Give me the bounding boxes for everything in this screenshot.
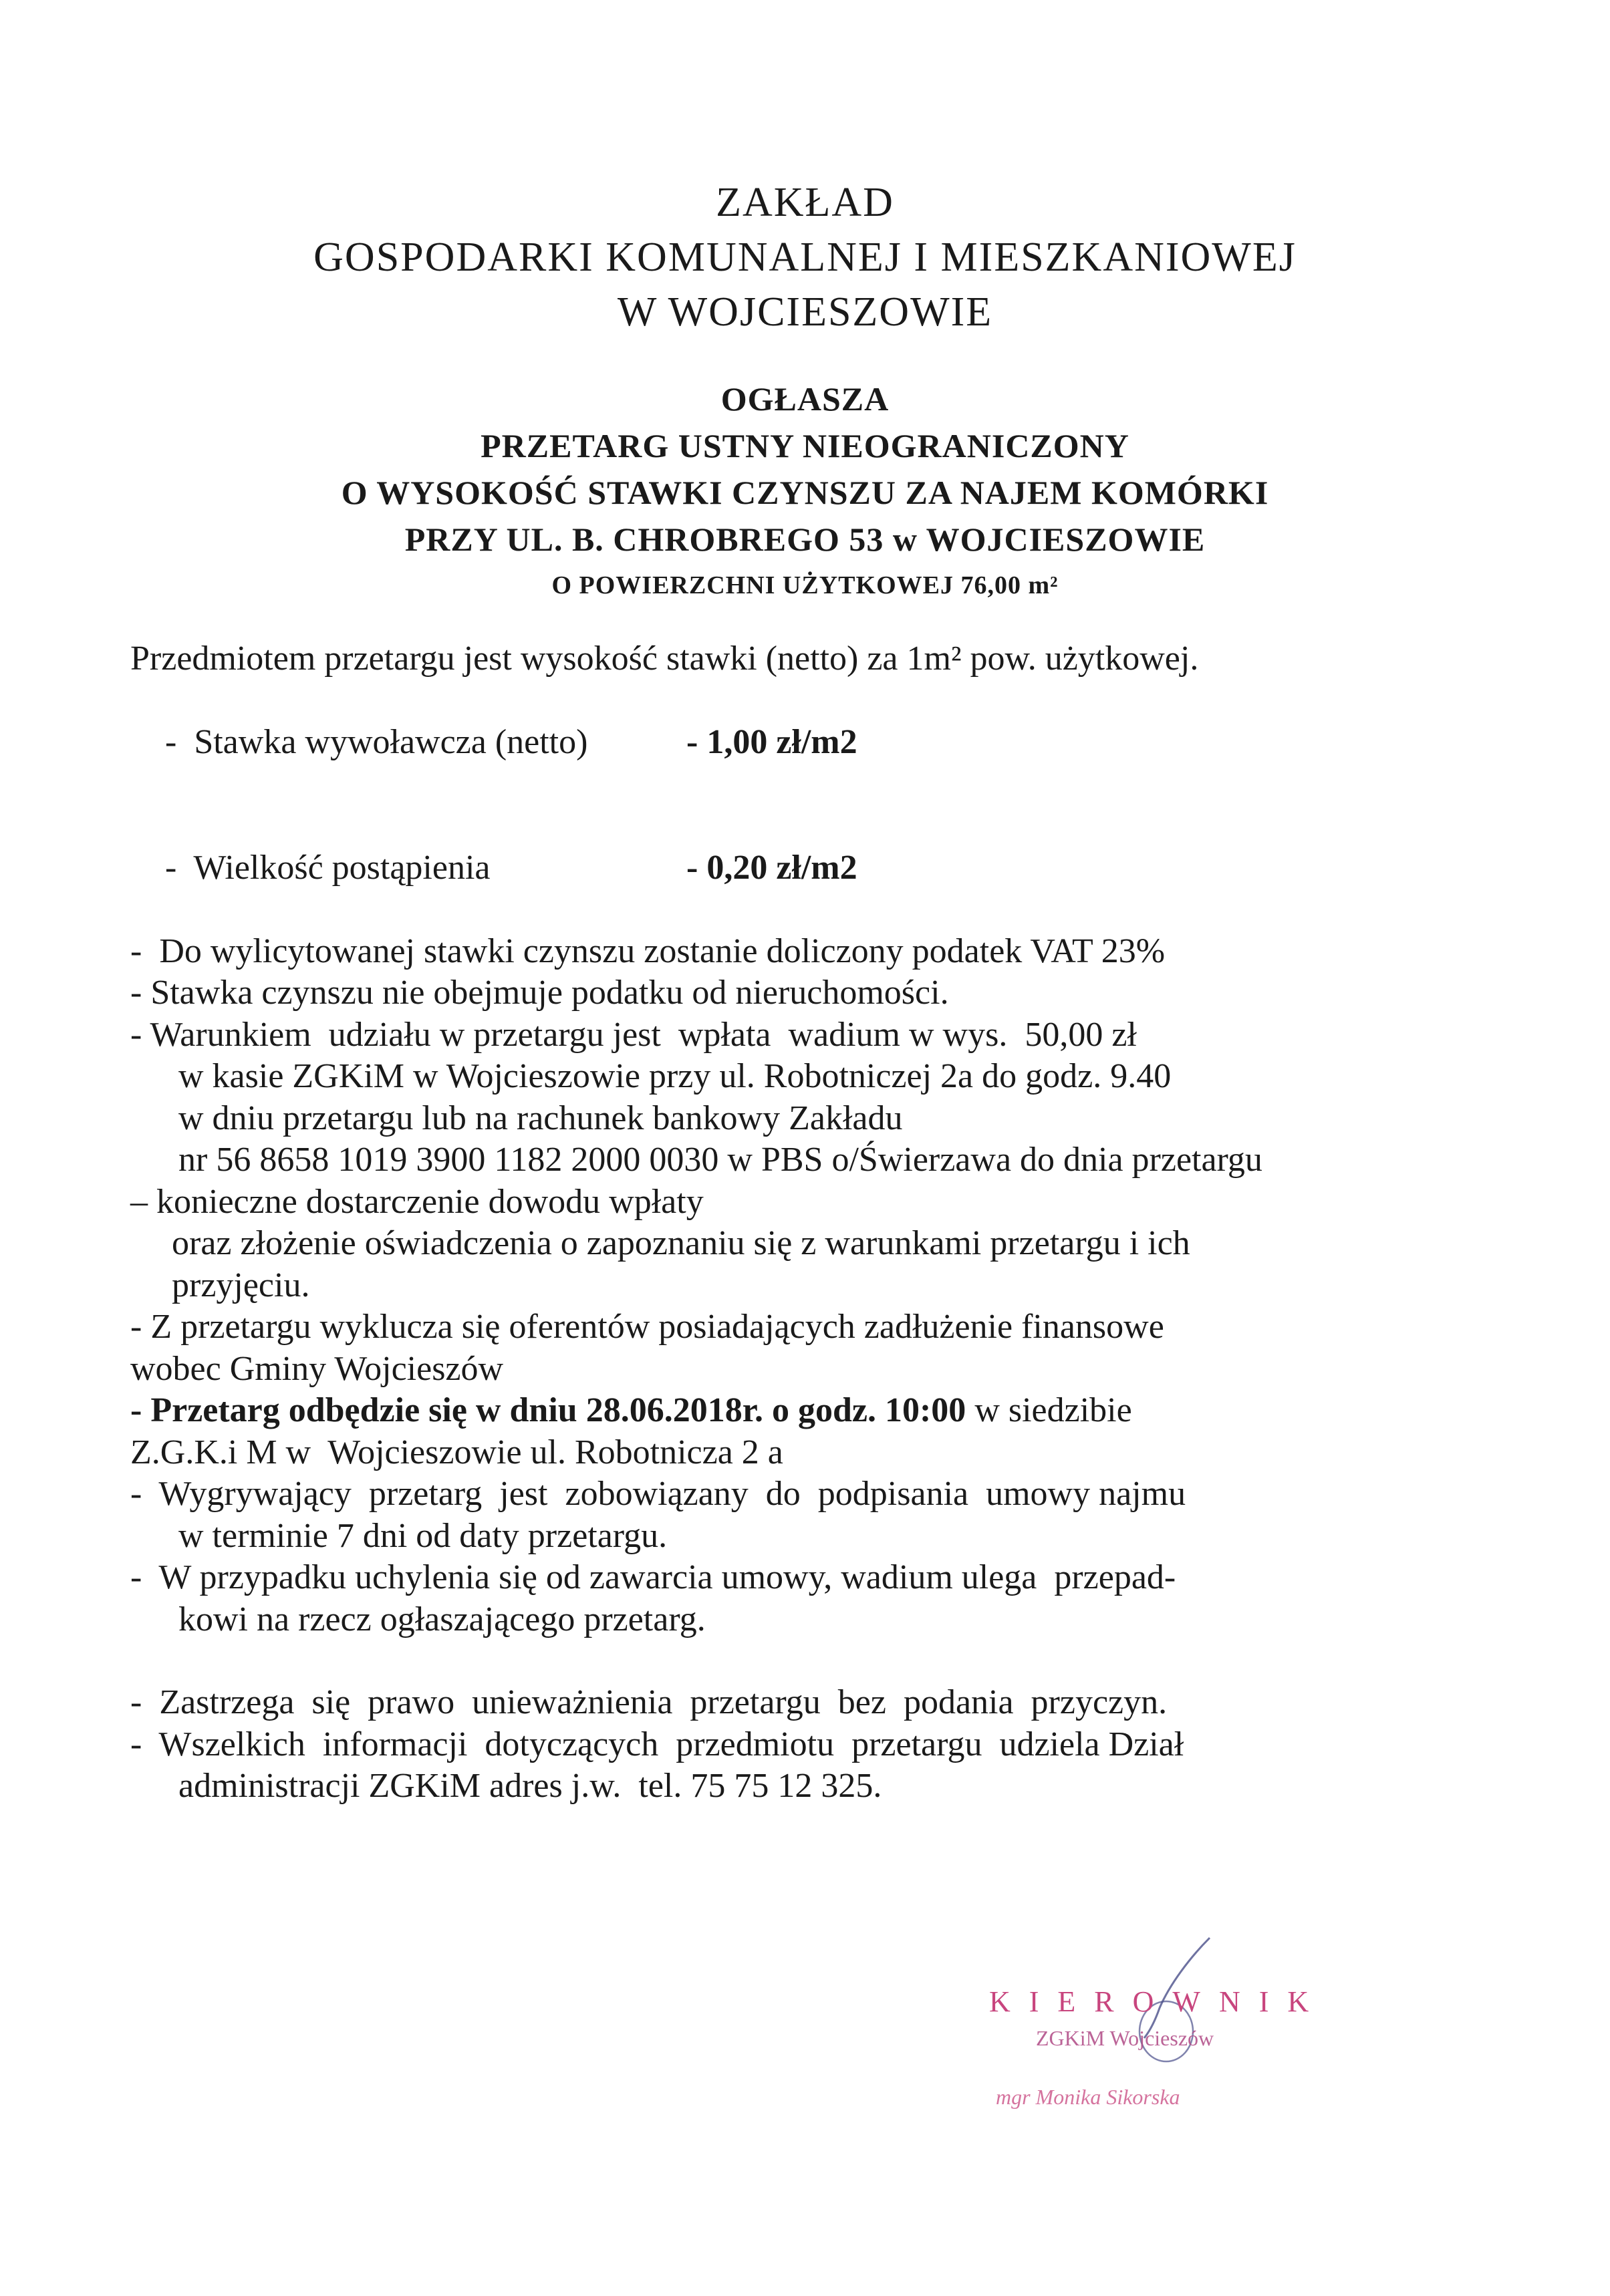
property-tax-text: - Stawka czynszu nie obejmuje podatku od nieruchomości.	[130, 974, 949, 1012]
starting-rate-value: - 1,00 zł/m2	[686, 723, 857, 761]
winner-line1: - Wygrywający przetarg jest zobowiązany do podpisania umowy najmu	[130, 1475, 1186, 1513]
announce-line1: OGŁASZA	[720, 380, 890, 418]
deposit-line4: nr 56 8658 1019 3900 1182 2000 0030 w PBS o/Świerzawa do dnia przetargu	[178, 1141, 1262, 1179]
deposit-line3: w dniu przetargu lub na rachunek bankowy Zakładu	[178, 1099, 903, 1137]
announce-line4: PRZY UL. B. CHROBREGO 53 w WOJCIESZOWIE	[404, 521, 1206, 558]
intro-text: Przedmiotem przetargu jest wysokość stawki (netto) za 1m² pow. użytkowej.	[130, 639, 1199, 678]
announce-line3: O WYSOKOŚĆ STAWKI CZYNSZU ZA NAJEM KOMÓRKI	[341, 474, 1269, 511]
auction-date-bold: - Przetarg odbędzie się w dniu 28.06.2018r. o godz. 10:00	[130, 1391, 966, 1429]
official-stamp	[989, 1931, 1328, 2212]
proof-line1: – konieczne dostarczenie dowodu wpłaty	[130, 1182, 704, 1221]
proof-line3: przyjęciu.	[172, 1266, 310, 1304]
auction-date-line1	[130, 1390, 1474, 1432]
deposit-line1: - Warunkiem udziału w przetargu jest wpłata wadium w wys. 50,00 zł	[130, 1015, 1137, 1054]
auction-date-rest: w siedzibie	[966, 1391, 1132, 1429]
winner-line2: w terminie 7 dni od daty przetargu.	[178, 1516, 668, 1555]
announce-line5: O POWIERZCHNI UŻYTKOWEJ 76,00 m²	[551, 571, 1059, 599]
announce-line2: PRZETARG USTNY NIEOGRANICZONY	[481, 427, 1129, 464]
vat-text: - Do wylicytowanej stawki czynszu zostanie doliczony podatek VAT 23%	[130, 931, 1166, 970]
bid-step-row	[130, 805, 1474, 931]
info-line1: - Wszelkich informacji dotyczących przedmiotu przetargu udziela Dział	[130, 1725, 1184, 1763]
announcement-body	[130, 638, 1474, 1808]
proof-line2: oraz złożenie oświadczenia o zapoznaniu się z warunkami przetargu i ich	[172, 1224, 1190, 1262]
starting-rate-row	[130, 680, 1474, 806]
exclusion-line1: - Z przetargu wyklucza się oferentów posiadających zadłużenie finansowe	[130, 1308, 1164, 1346]
auction-date-line2: Z.G.K.i M w Wojcieszowie ul. Robotnicza 2 a	[130, 1433, 783, 1471]
bid-step-value: - 0,20 zł/m2	[686, 848, 857, 887]
deposit-line2: w kasie ZGKiM w Wojcieszowie przy ul. Robotniczej 2a do godz. 9.40	[178, 1057, 1172, 1095]
org-name-line2: GOSPODARKI KOMUNALNEJ I MIESZKANIOWEJ	[313, 235, 1297, 280]
stamp-subtitle: ZGKiM Wojcieszów	[1036, 2026, 1214, 2050]
stamp-signatory: mgr Monika Sikorska	[996, 2085, 1180, 2109]
org-name-line3: W WOJCIESZOWIE	[617, 289, 993, 335]
stamp-title: KIEROWNIK	[989, 1985, 1328, 2018]
info-line2: administracji ZGKiM adres j.w. tel. 75 75 12 325.	[178, 1767, 882, 1805]
exclusion-line2: wobec Gminy Wojcieszów	[130, 1349, 504, 1388]
reservation-text: - Zastrzega się prawo unieważnienia przetargu bez podania przyczyn.	[130, 1683, 1168, 1721]
forfeit-line2: kowi na rzecz ogłaszającego przetarg.	[178, 1600, 706, 1638]
forfeit-line1: - W przypadku uchylenia się od zawarcia umowy, wadium ulega przepad-	[130, 1558, 1176, 1596]
starting-rate-label: - Stawka wywoławcza (netto)	[165, 723, 588, 761]
org-name-line1: ZAKŁAD	[716, 180, 894, 225]
bid-step-label: - Wielkość postąpienia	[165, 848, 491, 887]
